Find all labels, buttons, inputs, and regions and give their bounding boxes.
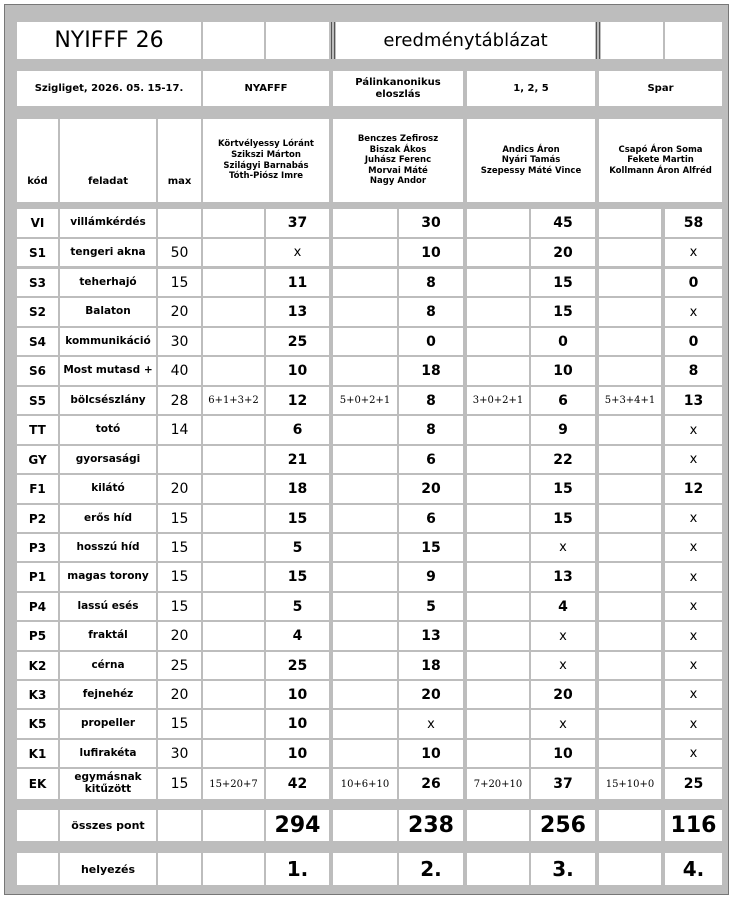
placement-label: helyezés xyxy=(60,853,156,885)
row-subscore xyxy=(599,475,661,503)
placement-blank xyxy=(599,853,661,885)
row-subscore xyxy=(599,209,661,237)
placement-blank xyxy=(333,853,397,885)
row-score: x xyxy=(665,239,722,266)
row-code: VI xyxy=(17,209,58,237)
row-subscore xyxy=(467,534,529,561)
row-code: S4 xyxy=(17,328,58,355)
row-subscore xyxy=(599,652,661,679)
row-score: 6 xyxy=(399,446,463,473)
row-score: 15 xyxy=(531,475,595,503)
row-score: 20 xyxy=(531,239,595,266)
row-subscore xyxy=(203,593,264,620)
placement-blank xyxy=(17,853,58,885)
row-subscore: 6+1+3+2 xyxy=(203,387,264,414)
row-score: 12 xyxy=(665,475,722,503)
row-score: 10 xyxy=(266,357,329,385)
results-sheet xyxy=(4,4,729,895)
row-subscore: 15+10+0 xyxy=(599,769,661,799)
title-blank-3 xyxy=(601,22,663,59)
placement-value: 1. xyxy=(266,853,329,885)
member-name: Körtvélyessy Lóránt xyxy=(218,139,314,150)
row-code: K5 xyxy=(17,710,58,738)
row-task: propeller xyxy=(60,710,156,738)
row-score: 9 xyxy=(399,563,463,591)
row-score: x xyxy=(531,710,595,738)
row-score: x xyxy=(665,622,722,650)
row-score: x xyxy=(531,622,595,650)
row-score: x xyxy=(665,446,722,473)
row-task: teherhajó xyxy=(60,269,156,296)
row-score: x xyxy=(665,505,722,532)
row-score: 15 xyxy=(531,269,595,296)
row-score: 12 xyxy=(266,387,329,414)
total-value: 238 xyxy=(399,810,463,841)
row-subscore xyxy=(467,416,529,444)
row-max: 28 xyxy=(158,387,201,414)
row-subscore xyxy=(467,593,529,620)
row-score: x xyxy=(665,710,722,738)
row-score: 5 xyxy=(266,593,329,620)
row-subscore xyxy=(467,622,529,650)
row-subscore xyxy=(203,209,264,237)
total-blank xyxy=(333,810,397,841)
row-subscore xyxy=(467,298,529,326)
row-max: 50 xyxy=(158,239,201,266)
row-score: 37 xyxy=(266,209,329,237)
row-score: x xyxy=(665,563,722,591)
row-code: P1 xyxy=(17,563,58,591)
row-subscore xyxy=(333,328,397,355)
row-subscore xyxy=(599,710,661,738)
member-name: Kollmann Áron Alfréd xyxy=(609,165,712,176)
row-subscore: 5+0+2+1 xyxy=(333,387,397,414)
row-score: x xyxy=(665,740,722,767)
row-subscore xyxy=(203,622,264,650)
row-subscore xyxy=(333,239,397,266)
row-subscore xyxy=(599,681,661,708)
title-separator-rule xyxy=(599,22,600,59)
row-score: 10 xyxy=(531,357,595,385)
row-subscore xyxy=(467,505,529,532)
row-score: x xyxy=(665,652,722,679)
row-subscore xyxy=(203,416,264,444)
row-code: K1 xyxy=(17,740,58,767)
row-score: 18 xyxy=(399,652,463,679)
row-subscore xyxy=(599,269,661,296)
row-task: totó xyxy=(60,416,156,444)
total-blank xyxy=(17,810,58,841)
row-task: cérna xyxy=(60,652,156,679)
member-name: Juhász Ferenc xyxy=(364,155,432,166)
row-score: 10 xyxy=(266,710,329,738)
row-max: 25 xyxy=(158,652,201,679)
row-subscore xyxy=(467,269,529,296)
row-score: 15 xyxy=(266,505,329,532)
row-subscore xyxy=(333,593,397,620)
total-blank xyxy=(158,810,201,841)
member-name: Morvai Máté xyxy=(368,165,428,176)
row-task: hosszú híd xyxy=(60,534,156,561)
row-score: x xyxy=(266,239,329,266)
row-score: 13 xyxy=(531,563,595,591)
row-subscore xyxy=(599,593,661,620)
row-max: 14 xyxy=(158,416,201,444)
row-score: 0 xyxy=(665,269,722,296)
row-subscore xyxy=(333,209,397,237)
member-name: Szepessy Máté Vince xyxy=(480,165,582,176)
row-subscore xyxy=(599,505,661,532)
row-subscore xyxy=(333,269,397,296)
row-max: 20 xyxy=(158,298,201,326)
row-task: gyorsasági xyxy=(60,446,156,473)
row-subscore xyxy=(203,269,264,296)
row-task: egymásnak kitűzött xyxy=(60,769,156,799)
row-subscore xyxy=(203,239,264,266)
title-blank-1 xyxy=(203,22,264,59)
row-max: 15 xyxy=(158,710,201,738)
row-task: erős híd xyxy=(60,505,156,532)
row-code: EK xyxy=(17,769,58,799)
team-members xyxy=(203,119,329,202)
row-score: 8 xyxy=(399,416,463,444)
row-max xyxy=(158,446,201,473)
team-name: 1, 2, 5 xyxy=(467,71,595,106)
row-subscore xyxy=(333,622,397,650)
row-score: x xyxy=(665,534,722,561)
row-subscore xyxy=(599,622,661,650)
member-name: Biszak Ákos xyxy=(369,144,427,155)
subtitle: eredménytáblázat xyxy=(336,22,595,59)
row-max: 15 xyxy=(158,269,201,296)
row-score: 15 xyxy=(531,505,595,532)
member-name: Csapó Áron Soma xyxy=(618,144,703,155)
placement-value: 4. xyxy=(665,853,722,885)
row-score: 0 xyxy=(665,328,722,355)
row-subscore xyxy=(467,710,529,738)
row-subscore xyxy=(467,652,529,679)
row-subscore xyxy=(333,681,397,708)
row-max: 15 xyxy=(158,534,201,561)
team-name: Pálinkanonikus eloszlás xyxy=(333,71,463,106)
row-score: 20 xyxy=(399,475,463,503)
row-score: 10 xyxy=(531,740,595,767)
row-subscore xyxy=(599,328,661,355)
row-score: x xyxy=(399,710,463,738)
row-code: S1 xyxy=(17,239,58,266)
row-task: magas torony xyxy=(60,563,156,591)
team-name: NYAFFF xyxy=(203,71,329,106)
row-score: 4 xyxy=(531,593,595,620)
team-members xyxy=(333,119,463,202)
row-score: 26 xyxy=(399,769,463,799)
row-score: 10 xyxy=(399,740,463,767)
row-score: 8 xyxy=(399,387,463,414)
total-blank xyxy=(203,810,264,841)
row-subscore xyxy=(203,563,264,591)
row-code: TT xyxy=(17,416,58,444)
row-subscore xyxy=(467,681,529,708)
row-score: 0 xyxy=(399,328,463,355)
row-score: 8 xyxy=(399,269,463,296)
member-name: Benczes Zefirosz xyxy=(357,133,439,144)
row-subscore xyxy=(599,239,661,266)
row-code: S3 xyxy=(17,269,58,296)
row-score: x xyxy=(665,298,722,326)
row-score: 8 xyxy=(399,298,463,326)
row-subscore xyxy=(333,710,397,738)
row-max: 15 xyxy=(158,505,201,532)
row-subscore: 7+20+10 xyxy=(467,769,529,799)
row-score: 30 xyxy=(399,209,463,237)
row-task: lufirakéta xyxy=(60,740,156,767)
row-subscore xyxy=(333,446,397,473)
row-subscore xyxy=(203,740,264,767)
placement-value: 2. xyxy=(399,853,463,885)
row-score: 15 xyxy=(531,298,595,326)
row-score: x xyxy=(665,681,722,708)
row-subscore xyxy=(467,328,529,355)
team-members xyxy=(599,119,722,202)
member-name: Nyári Tamás xyxy=(501,155,561,166)
row-score: 9 xyxy=(531,416,595,444)
row-subscore xyxy=(333,505,397,532)
row-task: kilátó xyxy=(60,475,156,503)
row-subscore xyxy=(203,534,264,561)
row-code: K3 xyxy=(17,681,58,708)
row-task: Most mutasd + xyxy=(60,357,156,385)
row-subscore xyxy=(333,534,397,561)
row-code: P3 xyxy=(17,534,58,561)
row-score: 8 xyxy=(665,357,722,385)
row-task: bölcsészlány xyxy=(60,387,156,414)
row-max: 20 xyxy=(158,475,201,503)
row-subscore xyxy=(467,239,529,266)
row-task: Balaton xyxy=(60,298,156,326)
row-score: 13 xyxy=(665,387,722,414)
title-separator-rule xyxy=(331,22,332,59)
row-score: 45 xyxy=(531,209,595,237)
row-max: 20 xyxy=(158,622,201,650)
header-max: max xyxy=(158,119,201,202)
row-score: 37 xyxy=(531,769,595,799)
row-subscore xyxy=(203,328,264,355)
row-subscore xyxy=(333,416,397,444)
row-subscore xyxy=(333,740,397,767)
row-code: S6 xyxy=(17,357,58,385)
row-max: 30 xyxy=(158,328,201,355)
row-subscore xyxy=(467,446,529,473)
title-blank-2 xyxy=(266,22,329,59)
row-subscore xyxy=(599,357,661,385)
row-code: P4 xyxy=(17,593,58,620)
row-score: 25 xyxy=(266,652,329,679)
row-subscore xyxy=(333,475,397,503)
row-code: P2 xyxy=(17,505,58,532)
total-value: 294 xyxy=(266,810,329,841)
member-name: Fekete Martin xyxy=(627,155,694,166)
row-score: 20 xyxy=(531,681,595,708)
row-subscore xyxy=(333,563,397,591)
member-name: Nagy Andor xyxy=(369,176,427,187)
row-subscore xyxy=(203,652,264,679)
row-score: x xyxy=(665,593,722,620)
row-max: 20 xyxy=(158,681,201,708)
header-code: kód xyxy=(17,119,58,202)
row-score: x xyxy=(531,652,595,679)
member-name: Andics Áron xyxy=(502,144,560,155)
row-score: 15 xyxy=(266,563,329,591)
row-score: 13 xyxy=(399,622,463,650)
row-max: 40 xyxy=(158,357,201,385)
header-task: feladat xyxy=(60,119,156,202)
row-subscore xyxy=(599,534,661,561)
row-code: K2 xyxy=(17,652,58,679)
total-blank xyxy=(599,810,661,841)
placement-value: 3. xyxy=(531,853,595,885)
row-subscore xyxy=(467,357,529,385)
placement-blank xyxy=(203,853,264,885)
row-code: S2 xyxy=(17,298,58,326)
row-subscore xyxy=(333,652,397,679)
row-score: 5 xyxy=(266,534,329,561)
row-score: 21 xyxy=(266,446,329,473)
row-score: 6 xyxy=(531,387,595,414)
row-subscore xyxy=(203,505,264,532)
row-subscore xyxy=(467,740,529,767)
row-task: fejnehéz xyxy=(60,681,156,708)
row-max: 30 xyxy=(158,740,201,767)
row-score: 10 xyxy=(399,239,463,266)
row-score: 13 xyxy=(266,298,329,326)
row-subscore: 15+20+7 xyxy=(203,769,264,799)
row-code: F1 xyxy=(17,475,58,503)
member-name: Tóth-Piósz Imre xyxy=(228,171,304,182)
row-score: 6 xyxy=(399,505,463,532)
row-task: lassú esés xyxy=(60,593,156,620)
row-task: fraktál xyxy=(60,622,156,650)
row-subscore xyxy=(467,563,529,591)
member-name: Szikszi Márton xyxy=(231,149,301,160)
row-score: 10 xyxy=(266,681,329,708)
title-separator-rule xyxy=(596,22,597,59)
total-value: 116 xyxy=(665,810,722,841)
row-task: villámkérdés xyxy=(60,209,156,237)
row-subscore xyxy=(599,446,661,473)
row-subscore xyxy=(333,298,397,326)
row-subscore xyxy=(599,563,661,591)
row-max xyxy=(158,209,201,237)
location-date: Szigliget, 2026. 05. 15-17. xyxy=(17,71,201,106)
row-score: 25 xyxy=(266,328,329,355)
row-max: 15 xyxy=(158,563,201,591)
row-subscore xyxy=(599,740,661,767)
row-task: tengeri akna xyxy=(60,239,156,266)
row-subscore xyxy=(203,681,264,708)
row-subscore: 10+6+10 xyxy=(333,769,397,799)
row-score: 15 xyxy=(399,534,463,561)
row-score: 5 xyxy=(399,593,463,620)
member-name: Szilágyi Barnabás xyxy=(223,160,309,171)
row-score: 20 xyxy=(399,681,463,708)
row-subscore: 3+0+2+1 xyxy=(467,387,529,414)
row-subscore xyxy=(203,710,264,738)
row-subscore: 5+3+4+1 xyxy=(599,387,661,414)
total-value: 256 xyxy=(531,810,595,841)
row-score: 18 xyxy=(399,357,463,385)
row-score: x xyxy=(665,416,722,444)
row-subscore xyxy=(203,475,264,503)
row-score: 22 xyxy=(531,446,595,473)
row-max: 15 xyxy=(158,593,201,620)
title-separator-rule xyxy=(334,22,335,59)
placement-blank xyxy=(158,853,201,885)
row-subscore xyxy=(203,357,264,385)
row-score: 18 xyxy=(266,475,329,503)
row-max: 15 xyxy=(158,769,201,799)
row-code: GY xyxy=(17,446,58,473)
placement-blank xyxy=(467,853,529,885)
row-subscore xyxy=(203,298,264,326)
team-name: Spar xyxy=(599,71,722,106)
total-label: összes pont xyxy=(60,810,156,841)
row-score: 6 xyxy=(266,416,329,444)
row-score: 58 xyxy=(665,209,722,237)
row-subscore xyxy=(467,209,529,237)
row-score: 11 xyxy=(266,269,329,296)
row-task: kommunikáció xyxy=(60,328,156,355)
team-members xyxy=(467,119,595,202)
row-code: P5 xyxy=(17,622,58,650)
row-score: 25 xyxy=(665,769,722,799)
title-blank-4 xyxy=(665,22,722,59)
row-subscore xyxy=(467,475,529,503)
total-blank xyxy=(467,810,529,841)
row-score: 42 xyxy=(266,769,329,799)
title: NYIFFF 26 xyxy=(17,22,201,59)
row-code: S5 xyxy=(17,387,58,414)
row-subscore xyxy=(599,416,661,444)
row-subscore xyxy=(203,446,264,473)
row-score: x xyxy=(531,534,595,561)
row-score: 0 xyxy=(531,328,595,355)
row-score: 4 xyxy=(266,622,329,650)
row-score: 10 xyxy=(266,740,329,767)
row-subscore xyxy=(333,357,397,385)
row-subscore xyxy=(599,298,661,326)
